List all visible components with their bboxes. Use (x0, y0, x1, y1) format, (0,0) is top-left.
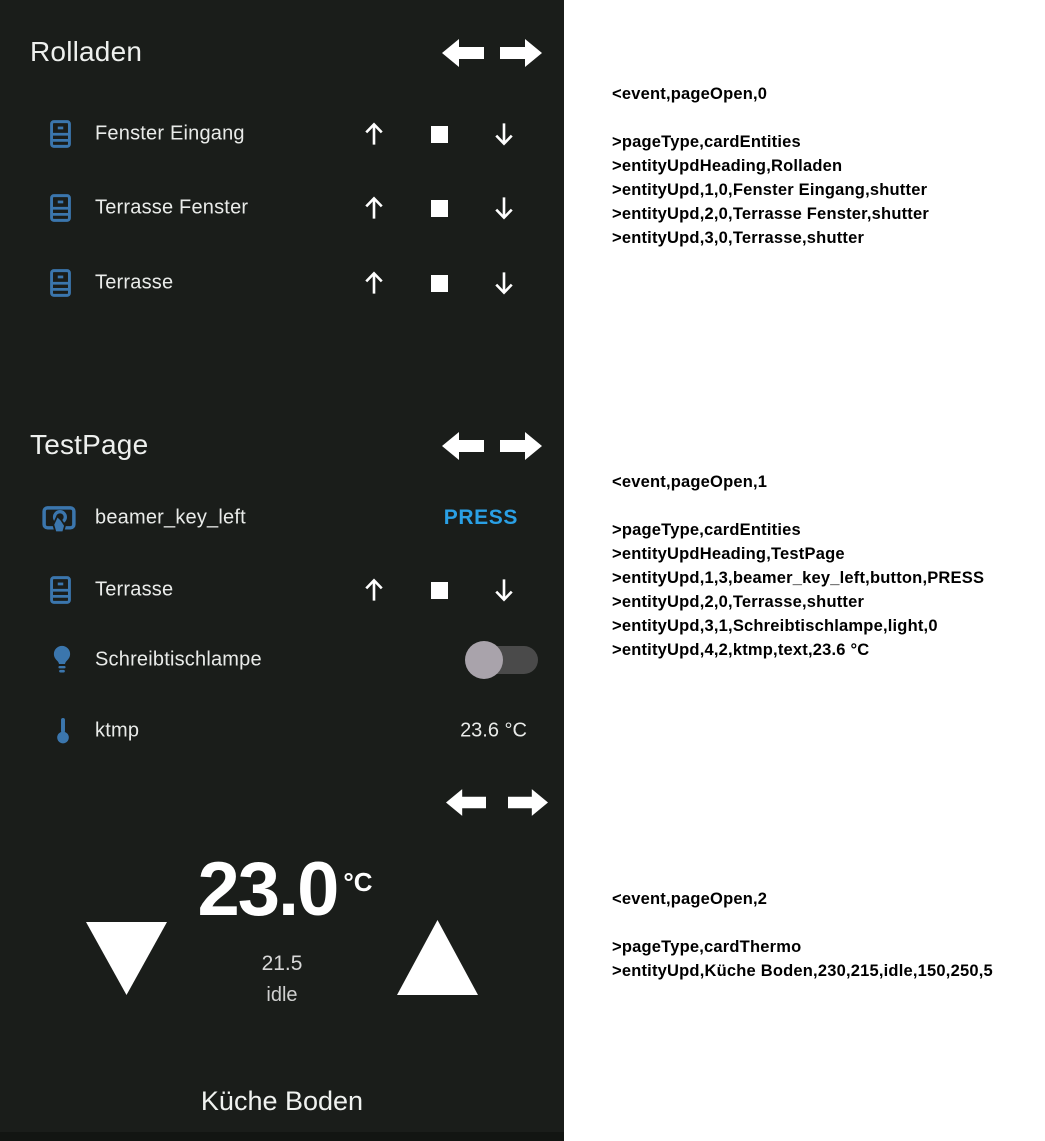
log-block-page2 (612, 887, 993, 983)
nav-prev-button[interactable] (442, 36, 484, 70)
entity-row (0, 638, 564, 682)
log-line: >pageType,cardEntities (612, 133, 801, 151)
window-shutter-icon (44, 267, 77, 300)
shutter-up-button[interactable] (356, 116, 392, 152)
stop-square-icon (431, 582, 448, 599)
temperature-unit: °C (343, 866, 373, 897)
page-nav (442, 429, 542, 463)
shutter-controls (356, 265, 522, 301)
shutter-stop-button[interactable] (421, 265, 457, 301)
log-line: >entityUpd,2,0,Terrasse Fenster,shutter (612, 205, 929, 223)
log-line: >entityUpd,Küche Boden,230,215,idle,150,250,5 (612, 962, 993, 980)
stop-square-icon (431, 126, 448, 143)
arrow-up-icon (359, 193, 389, 223)
toggle-knob (465, 641, 503, 679)
page-nav (446, 786, 548, 819)
arrow-left-icon (442, 36, 484, 70)
arrow-left-icon (446, 786, 486, 819)
hvac-state: idle (266, 984, 298, 1006)
arrow-down-icon (489, 575, 519, 605)
arrow-right-icon (500, 429, 542, 463)
shutter-controls (356, 190, 522, 226)
entity-row (0, 112, 564, 156)
log-line: >entityUpd,3,0,Terrasse,shutter (612, 229, 865, 247)
log-line: >entityUpdHeading,TestPage (612, 545, 845, 563)
window-shutter-icon (44, 192, 77, 225)
current-temperature-value: 23.0 (197, 847, 338, 932)
card-thermostat (0, 770, 564, 1141)
shutter-up-button[interactable] (356, 265, 392, 301)
entity-name: ktmp (95, 719, 140, 742)
arrow-up-icon (359, 119, 389, 149)
log-line: >entityUpd,2,0,Terrasse,shutter (612, 593, 865, 611)
stop-square-icon (431, 200, 448, 217)
target-temperature: 21.5 (261, 952, 303, 975)
panel-bottom-edge (0, 1132, 564, 1141)
shutter-down-button[interactable] (486, 572, 522, 608)
arrow-down-icon (489, 119, 519, 149)
log-line: >entityUpd,1,0,Fenster Eingang,shutter (612, 181, 928, 199)
entity-name: Fenster Eingang (95, 122, 245, 145)
log-event-line: <event,pageOpen,2 (612, 890, 768, 908)
entity-row (0, 261, 564, 305)
current-temperature (0, 846, 564, 933)
nav-prev-button[interactable] (446, 786, 486, 819)
page-title: Rolladen (30, 36, 143, 67)
stop-square-icon (431, 275, 448, 292)
nav-next-button[interactable] (500, 429, 542, 463)
nav-next-button[interactable] (508, 786, 548, 819)
log-block-page1 (612, 470, 984, 662)
arrow-down-icon (489, 268, 519, 298)
shutter-down-button[interactable] (486, 190, 522, 226)
log-line: >entityUpd,4,2,ktmp,text,23.6 °C (612, 641, 870, 659)
sensor-value: 23.6 °C (460, 719, 527, 742)
press-button[interactable]: PRESS (438, 505, 524, 531)
log-blank-line (612, 911, 993, 935)
shutter-up-button[interactable] (356, 572, 392, 608)
entity-row (0, 496, 564, 540)
entity-name: Terrasse Fenster (95, 196, 249, 219)
entity-name: beamer_key_left (95, 506, 246, 529)
entity-name: Terrasse (95, 271, 174, 294)
card-testpage (0, 390, 564, 770)
shutter-up-button[interactable] (356, 190, 392, 226)
arrow-down-icon (489, 193, 519, 223)
gesture-tap-button-icon (40, 499, 78, 537)
light-toggle-switch[interactable] (468, 646, 538, 674)
shutter-controls (356, 572, 522, 608)
log-blank-line (612, 494, 984, 518)
entity-row (0, 709, 564, 753)
page-nav (442, 36, 542, 70)
shutter-down-button[interactable] (486, 116, 522, 152)
log-line: >entityUpd,3,1,Schreibtischlampe,light,0 (612, 617, 938, 635)
arrow-up-icon (359, 575, 389, 605)
entity-name: Terrasse (95, 578, 174, 601)
card-rolladen (0, 0, 564, 390)
log-line: >entityUpdHeading,Rolladen (612, 157, 843, 175)
log-blank-line (612, 106, 929, 130)
entity-name: Schreibtischlampe (95, 648, 262, 671)
shutter-controls (356, 116, 522, 152)
thermometer-icon (46, 714, 80, 748)
arrow-up-icon (359, 268, 389, 298)
arrow-right-icon (508, 786, 548, 819)
window-shutter-icon (44, 574, 77, 607)
shutter-down-button[interactable] (486, 265, 522, 301)
entity-row (0, 568, 564, 612)
log-line: >pageType,cardThermo (612, 938, 802, 956)
nav-next-button[interactable] (500, 36, 542, 70)
window-shutter-icon (44, 118, 77, 151)
log-line: >pageType,cardEntities (612, 521, 801, 539)
entity-row (0, 186, 564, 230)
arrow-right-icon (500, 36, 542, 70)
arrow-left-icon (442, 429, 484, 463)
lightbulb-icon (44, 642, 80, 678)
page-title: TestPage (30, 429, 149, 460)
shutter-stop-button[interactable] (421, 572, 457, 608)
log-block-page0 (612, 82, 929, 250)
shutter-stop-button[interactable] (421, 116, 457, 152)
thermostat-title: Küche Boden (200, 1086, 364, 1116)
log-event-line: <event,pageOpen,1 (612, 473, 768, 491)
shutter-stop-button[interactable] (421, 190, 457, 226)
log-line: >entityUpd,1,3,beamer_key_left,button,PRESS (612, 569, 985, 587)
nav-prev-button[interactable] (442, 429, 484, 463)
log-event-line: <event,pageOpen,0 (612, 85, 768, 103)
